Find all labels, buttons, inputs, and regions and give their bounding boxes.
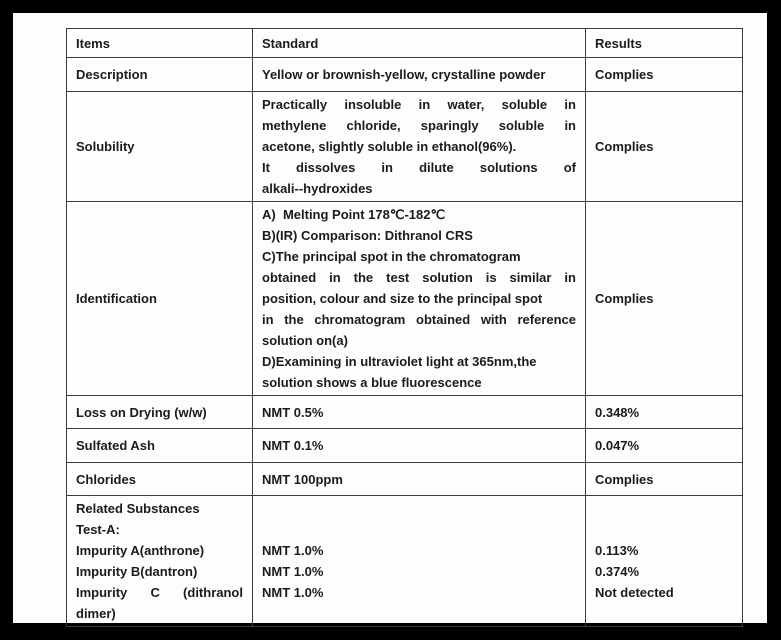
text-line: Impurity C (dithranol — [76, 585, 243, 600]
chlorides-results-cell — [586, 463, 743, 496]
text-line — [595, 603, 733, 624]
text-line: in the chromatogram obtained with reference — [262, 312, 576, 327]
document-page — [13, 13, 767, 623]
text-line: Test-A: — [76, 522, 120, 537]
table-row-description — [67, 58, 743, 92]
text-line — [262, 498, 576, 519]
identification-standard-cell — [253, 202, 586, 396]
text-line: Complies — [595, 471, 654, 487]
text-line: D)Examining in ultraviolet light at 365nm,the — [262, 354, 537, 369]
text-line: Practically insoluble in water, soluble in — [262, 97, 576, 112]
text-line: 0.348% — [595, 404, 640, 420]
text-line: Not detected — [595, 585, 674, 600]
text-line: Yellow or brownish-yellow, crystalline powder — [262, 67, 546, 82]
table-row-solubility — [67, 92, 743, 202]
chlorides-standard-cell — [253, 463, 586, 496]
table-row-related-substances — [67, 496, 743, 627]
text-line: Solubility — [76, 139, 135, 154]
solubility-standard-cell — [253, 92, 586, 202]
related-substances-standard-cell — [253, 496, 586, 627]
text-line — [262, 603, 576, 624]
table-body — [67, 58, 743, 627]
table-row-sulfated-ash — [67, 429, 743, 463]
sulfated-ash-standard-cell — [253, 429, 586, 463]
related-substances-items-cell — [67, 496, 253, 627]
text-line: Identification — [76, 291, 157, 306]
text-line: B)(IR) Comparison: Dithranol CRS — [262, 228, 473, 243]
coa-table — [66, 28, 743, 627]
text-line: 0.047% — [595, 438, 640, 453]
text-line: A) Melting Point 178℃-182℃ — [262, 207, 446, 222]
chlorides-items-cell — [67, 463, 253, 496]
text-line: NMT 0.5% — [262, 404, 324, 420]
description-standard-cell — [253, 58, 586, 92]
text-line — [595, 519, 733, 540]
table-row-loss-on-drying — [67, 396, 743, 429]
header-cell-standard: Standard — [253, 29, 586, 58]
related-substances-results-cell — [586, 496, 743, 627]
identification-results-cell — [586, 202, 743, 396]
header-row — [67, 29, 743, 58]
text-line: Chlorides — [76, 471, 136, 487]
description-items-cell — [67, 58, 253, 92]
text-line: dimer) — [76, 606, 116, 621]
text-line: NMT 1.0% — [262, 564, 324, 579]
loss-on-drying-results-cell — [586, 396, 743, 429]
sulfated-ash-results-cell — [586, 429, 743, 463]
text-line: Description — [76, 67, 148, 82]
text-line: alkali--hydroxides — [262, 181, 373, 196]
table-row-identification — [67, 202, 743, 396]
text-line: Loss on Drying (w/w) — [76, 404, 207, 420]
text-line: Complies — [595, 67, 654, 82]
text-line: Complies — [595, 291, 654, 306]
text-line: methylene chloride, sparingly soluble in — [262, 118, 576, 133]
header-cell-results: Results — [586, 29, 743, 58]
loss-on-drying-standard-cell — [253, 396, 586, 429]
sulfated-ash-items-cell — [67, 429, 253, 463]
text-line: 0.113% — [595, 543, 639, 558]
text-line: obtained in the test solution is similar in — [262, 270, 576, 285]
text-line: Complies — [595, 139, 654, 154]
table-row-chlorides — [67, 463, 743, 496]
text-line: solution on(a) — [262, 333, 348, 348]
text-line: NMT 100ppm — [262, 471, 343, 487]
text-line: Impurity B(dantron) — [76, 564, 198, 579]
description-results-cell — [586, 58, 743, 92]
text-line: NMT 1.0% — [262, 543, 324, 558]
text-line: solution shows a blue fluorescence — [262, 375, 482, 390]
header-cell-items: Items — [67, 29, 253, 58]
solubility-items-cell — [67, 92, 253, 202]
identification-items-cell — [67, 202, 253, 396]
text-line — [262, 519, 576, 540]
text-line: acetone, slightly soluble in ethanol(96%). — [262, 139, 517, 154]
text-line: Sulfated Ash — [76, 438, 155, 453]
loss-on-drying-items-cell — [67, 396, 253, 429]
text-line: NMT 0.1% — [262, 438, 324, 453]
text-line: It dissolves in dilute solutions of — [262, 160, 576, 175]
solubility-results-cell — [586, 92, 743, 202]
text-line: Related Substances — [76, 501, 200, 516]
text-line: NMT 1.0% — [262, 585, 324, 600]
text-line: C)The principal spot in the chromatogram — [262, 249, 521, 264]
text-line: position, colour and size to the principal spot — [262, 291, 543, 306]
text-line: 0.374% — [595, 564, 640, 579]
text-line: Impurity A(anthrone) — [76, 543, 205, 558]
text-line — [595, 498, 733, 519]
table-head — [67, 29, 743, 58]
